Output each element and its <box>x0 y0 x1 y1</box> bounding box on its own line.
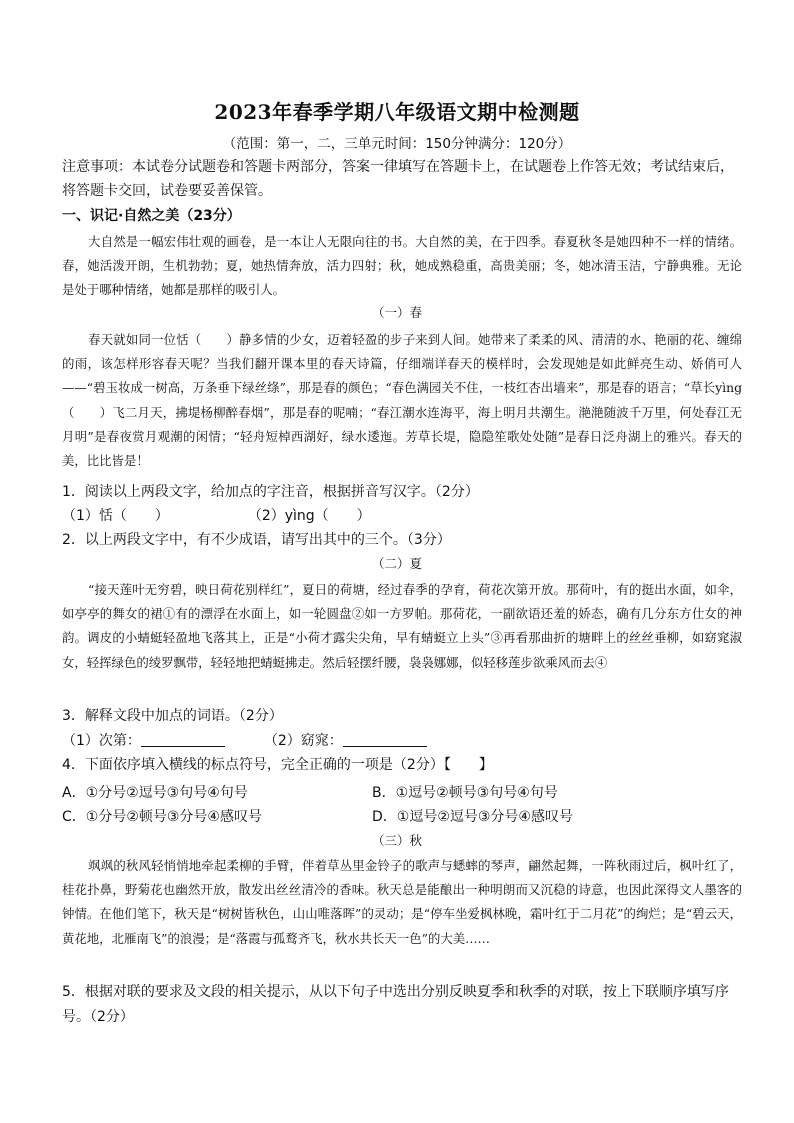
question-5: 5．根据对联的要求及文段的相关提示，从以下句子中选出分别反映夏季和秋季的对联，按上下联顺序填写序号。（2分） <box>62 984 729 1025</box>
q3-blank-cidi[interactable] <box>141 730 225 747</box>
summer-paragraph: “接天莲叶无穷碧，映日荷花别样红”，夏日的荷塘，经过春季的孕育，荷花次第开放。那荷叶，有的挺出水面，如伞，如亭亭的舞女的裙①有的漂浮在水面上，如一轮圆盘②如一方罗帕。那荷花，一副欲语还羞的娇态，确有几分东方仕女的神韵。调皮的小蜻蜓轻盈地飞落其上，正是“小荷才露尖尖角，早有蜻蜓立上头”③再看那曲折的塘畔上的丝丝垂柳，如窈窕淑女，轻挥绿色的绫罗飘带，轻轻地把蜻蜓拂走。然后轻摆纤腰，袅袅娜娜，似轻移莲步欲乘风而去④ <box>62 582 742 670</box>
q4-option-b[interactable]: B．①逗号②顿号③句号④句号 <box>372 785 558 801</box>
intro-paragraph: 大自然是一幅宏伟壮观的画卷，是一本让人无限向往的书。大自然的美，在于四季。春夏秋冬是她四种不一样的情绪。春，她活泼开朗，生机勃勃；夏，她热情奔放，活力四射；秋，她成熟稳重，高贵美丽；冬，她冰清玉洁，宁静典雅。无论是处于哪种情绪，她都是那样的吸引人。 <box>62 234 742 298</box>
q1-answer-tian[interactable]: （1）恬（ ） <box>62 508 169 524</box>
q4-option-a[interactable]: A．①分号②逗号③句号④句号 <box>62 785 248 801</box>
q1-answer-ying[interactable]: （2）yìng（ ） <box>247 508 371 524</box>
q4-option-d[interactable]: D．①逗号②逗号③分号④感叹号 <box>372 809 573 825</box>
question-3-answers <box>62 729 752 754</box>
notice-line-1: 注意事项：本试卷分试题卷和答题卡两部分，答案一律填写在答题卡上，在试题卷上作答无效；考试结束后， <box>62 159 734 175</box>
spring-paragraph: 春天就如同一位恬（ ）静多情的少女，迈着轻盈的步子来到人间。她带来了柔柔的风、清清的水、艳丽的花、缠绵的雨，该怎样形容春天呢？当我们翻开课本里的春天诗篇，仔细端详春天的模样时，会发现她是如此鲜亮生动、娇俏可人——“碧玉妆成一树高，万条垂下绿丝绦”，那是春的颜色；“春色满园关不住，一枝红杏出墙来”，那是春的语言；“草长yìng（ ）飞二月天，拂堤杨柳醉春烟”，那是春的呢喃；“春江潮水连海平，海上明月共潮生。滟滟随波千万里，何处春江无月明”是春夜赏月观潮的闲情；“轻舟短棹西湖好，绿水逶迤。芳草长堤，隐隐笙歌处处随”是春日泛舟湖上的雅兴。春天的美，比比皆是！ <box>62 332 742 469</box>
q3-blank-yaotiao[interactable] <box>343 730 427 747</box>
q3-label-cidi: （1）次第： <box>62 733 141 749</box>
question-4: 4．下面依序填入横线的标点符号，完全正确的一项是（2分）【 】 <box>62 757 493 773</box>
q4-option-c[interactable]: C．①分号②顿号③分号④感叹号 <box>62 809 262 825</box>
q3-label-yaotiao: （2）窈窕： <box>263 733 343 749</box>
autumn-paragraph: 飒飒的秋风轻悄悄地牵起柔柳的手臂，伴着草丛里金铃子的歌声与蟋蟀的琴声，翩然起舞，一阵秋雨过后，枫叶红了，桂花扑鼻，野菊花也幽然开放，散发出丝丝清冷的香味。秋天总是能酿出一种明朗而又沉稳的诗意，也因此深得文人墨客的钟情。在他们笔下，秋天是“树树皆秋色，山山唯落晖”的灵动；是“停车坐爱枫林晚，霜叶红于二月花”的绚烂；是“碧云天，黄花地，北雁南飞”的浪漫；是“落霞与孤鹜齐飞，秋水共长天一色”的大美…… <box>62 858 742 946</box>
question-1-answers <box>62 504 752 529</box>
part1-heading: 一、识记·自然之美（23分） <box>62 208 241 224</box>
section-autumn-title: （三）秋 <box>371 833 422 848</box>
exam-title: 2023年春季学期八年级语文期中检测题 <box>214 100 580 124</box>
section-summer-title: （二）夏 <box>371 556 422 571</box>
question-1: 1．阅读以上两段文字，给加点的字注音，根据拼音写汉字。（2分） <box>62 484 479 500</box>
question-3: 3．解释文段中加点的词语。（2分） <box>62 708 283 724</box>
notice-line-2: 将答题卡交回，试卷要妥善保管。 <box>62 183 272 199</box>
section-spring-title: （一）春 <box>371 305 422 320</box>
exam-scope: （范围：第一，二，三单元时间：150分钟满分：120分） <box>222 136 572 152</box>
question-2: 2．以上两段文字中，有不少成语，请写出其中的三个。（3分） <box>62 532 451 548</box>
